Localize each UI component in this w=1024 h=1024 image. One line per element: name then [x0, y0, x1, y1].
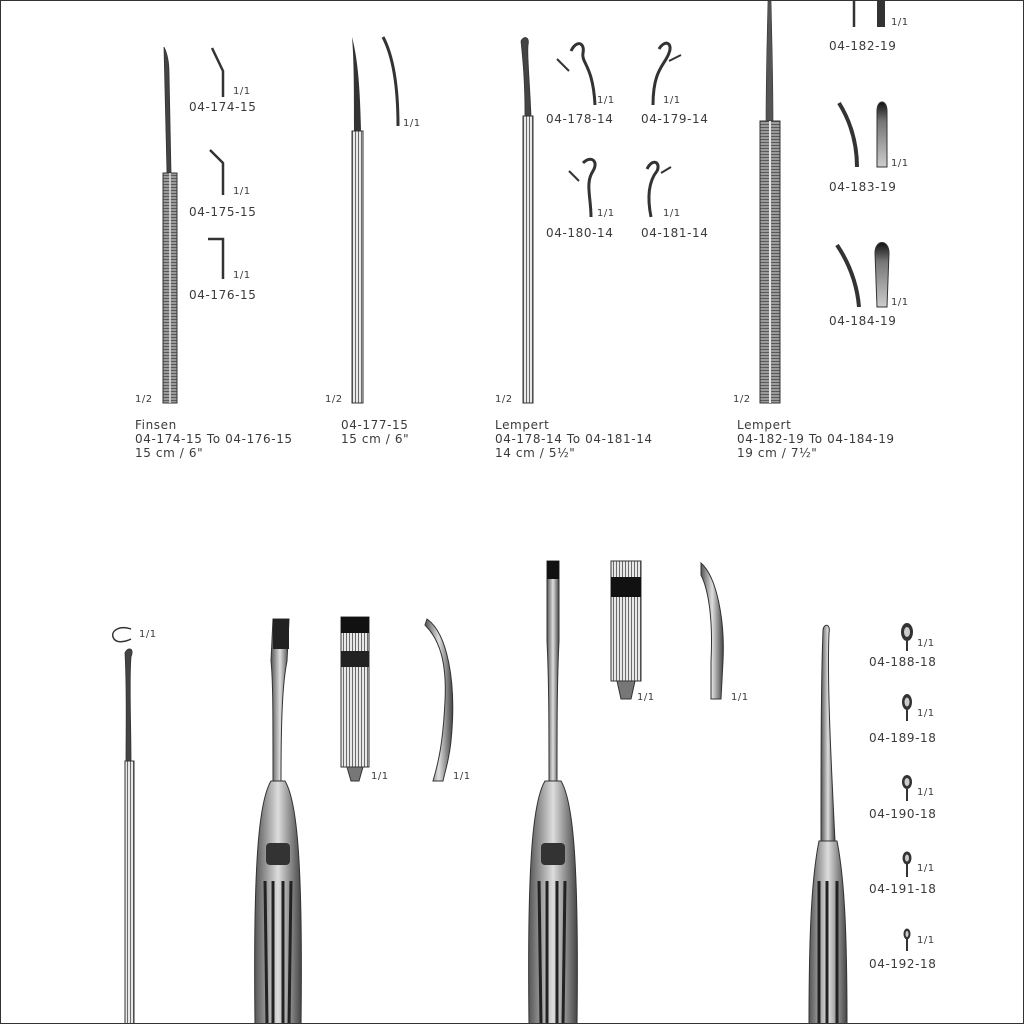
tip-04-176-15 — [208, 239, 223, 279]
ring-tip-04-188-18 — [901, 623, 913, 651]
code-04-188-18: 04-188-18 — [869, 655, 937, 669]
needle-04-177-15 — [352, 37, 363, 403]
scale-label: 1/1 — [663, 95, 681, 106]
code-04-190-18: 04-190-18 — [869, 807, 937, 821]
caption-size: 15 cm / 6" — [341, 432, 410, 446]
scale-label: 1/2 — [135, 394, 153, 405]
tip-04-174-15 — [212, 48, 223, 97]
code-04-183-19: 04-183-19 — [829, 180, 897, 194]
code-04-178-14: 04-178-14 — [546, 112, 614, 126]
scale-label: 1/1 — [917, 638, 935, 649]
ring-tip-04-190-18 — [902, 775, 912, 801]
ring-tip-04-191-18 — [903, 852, 912, 878]
caption-size: 19 cm / 7½" — [737, 446, 818, 460]
caption-lempert-14 — [495, 418, 653, 460]
code-04-174-15: 04-174-15 — [189, 100, 257, 114]
caption-range: 04-174-15 To 04-176-15 — [135, 432, 293, 446]
scale-label: 1/1 — [233, 186, 251, 197]
scale-label: 1/1 — [891, 17, 909, 28]
code-04-184-19: 04-184-19 — [829, 314, 897, 328]
gouge-instrument-2 — [529, 561, 578, 1024]
scale-label: 1/1 — [371, 771, 389, 782]
code-04-180-14: 04-180-14 — [546, 226, 614, 240]
scale-label: 1/1 — [637, 692, 655, 703]
lempert-19cm-instrument — [760, 1, 780, 403]
lempert-14cm-instrument — [521, 38, 533, 403]
scale-label: 1/1 — [597, 95, 615, 106]
scale-label: 1/1 — [663, 208, 681, 219]
scale-label: 1/1 — [139, 629, 157, 640]
caption-name: Lempert — [495, 418, 550, 432]
scale-label: 1/1 — [917, 787, 935, 798]
blade-front-view-2 — [611, 561, 641, 699]
scale-label: 1/1 — [891, 297, 909, 308]
ring-tip-04-192-18 — [904, 929, 911, 952]
tip-04-183-19 — [839, 102, 887, 167]
tip-04-180-14 — [569, 159, 595, 217]
scale-label: 1/1 — [891, 158, 909, 169]
code-04-175-15: 04-175-15 — [189, 205, 257, 219]
caption-name: Lempert — [737, 418, 792, 432]
scale-label: 1/1 — [917, 708, 935, 719]
instrument-illustrations — [1, 1, 1024, 1024]
code-04-191-18: 04-191-18 — [869, 882, 937, 896]
finsen-needle-instrument — [163, 47, 177, 403]
caption-size: 14 cm / 5½" — [495, 446, 576, 460]
caption-lempert-19 — [737, 418, 895, 460]
caption-range: 04-182-19 To 04-184-19 — [737, 432, 895, 446]
tip-04-175-15 — [210, 150, 223, 195]
code-04-182-19: 04-182-19 — [829, 39, 897, 53]
scale-label: 1/2 — [325, 394, 343, 405]
code-04-192-18: 04-192-18 — [869, 957, 937, 971]
caption-range: 04-178-14 To 04-181-14 — [495, 432, 653, 446]
caption-04-177-15 — [341, 418, 409, 446]
scale-label: 1/2 — [733, 394, 751, 405]
caption-size: 15 cm / 6" — [135, 446, 204, 460]
scale-label: 1/2 — [495, 394, 513, 405]
blade-side-view-2 — [701, 563, 723, 699]
scale-label: 1/1 — [233, 86, 251, 97]
scale-label: 1/1 — [453, 771, 471, 782]
blade-front-view-1 — [341, 617, 369, 781]
caption-finsen — [135, 418, 293, 460]
scale-label: 1/1 — [731, 692, 749, 703]
ring-curette-instrument — [809, 625, 847, 1024]
scale-label: 1/1 — [917, 935, 935, 946]
code-04-176-15: 04-176-15 — [189, 288, 257, 302]
tip-04-184-19 — [837, 243, 889, 308]
code-04-189-18: 04-189-18 — [869, 731, 937, 745]
caption-name: Finsen — [135, 418, 177, 432]
tip-04-177-15 — [383, 37, 398, 126]
scale-label: 1/1 — [917, 863, 935, 874]
gouge-instrument-1 — [255, 619, 302, 1024]
ring-tip-04-189-18 — [902, 694, 912, 721]
curette-instrument — [113, 628, 134, 1024]
caption-range: 04-177-15 — [341, 418, 409, 432]
scale-label: 1/1 — [403, 118, 421, 129]
code-04-179-14: 04-179-14 — [641, 112, 709, 126]
scale-label: 1/1 — [233, 270, 251, 281]
scale-label: 1/1 — [597, 208, 615, 219]
tip-04-182-19 — [854, 1, 885, 27]
blade-side-view-1 — [425, 619, 453, 781]
tip-04-178-14 — [557, 44, 595, 105]
code-04-181-14: 04-181-14 — [641, 226, 709, 240]
